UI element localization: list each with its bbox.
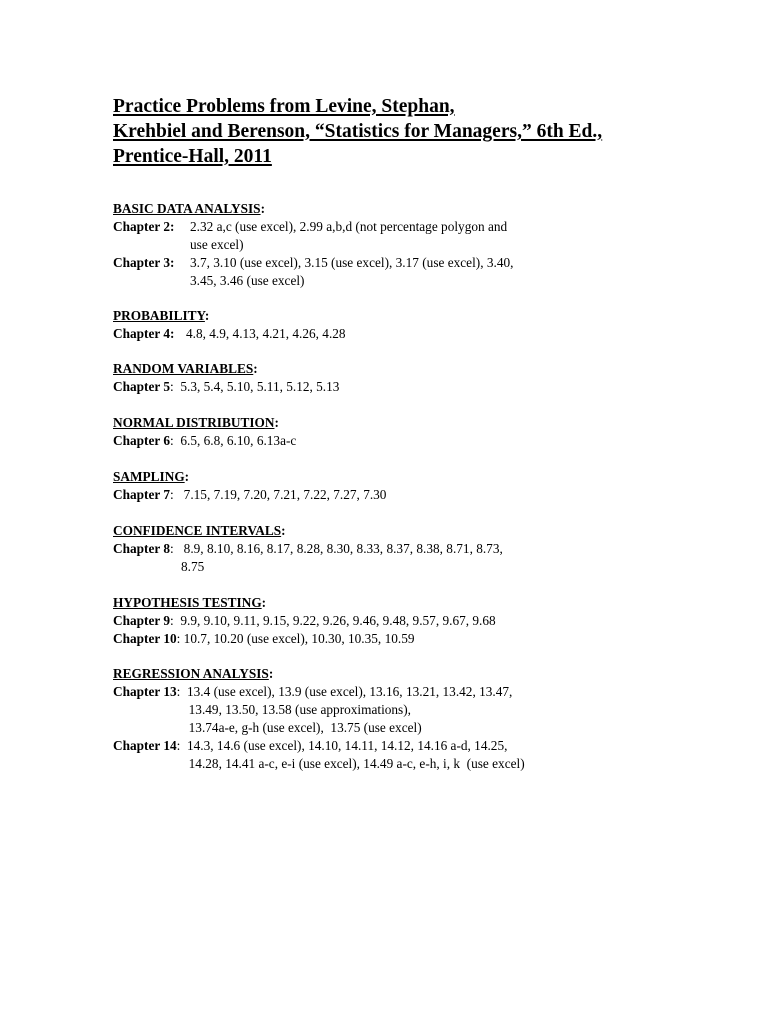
chapter-problems: : 7.15, 7.19, 7.20, 7.21, 7.22, 7.27, 7.30 xyxy=(170,487,387,502)
chapter-label: Chapter 9 xyxy=(113,613,171,628)
chapter-label: Chapter 10 xyxy=(113,631,177,646)
chapter-entry xyxy=(113,683,673,737)
title-line-2: Krehbiel and Berenson, “Statistics for Managers,” 6th Ed., xyxy=(113,121,603,142)
section-heading: RANDOM VARIABLES xyxy=(113,361,254,376)
chapter-entry xyxy=(113,432,673,450)
chapter-label: Chapter 8 xyxy=(113,541,171,556)
section-heading: REGRESSION ANALYSIS xyxy=(113,666,269,681)
chapter-problems: 2.32 a,c (use excel), 2.99 a,b,d (not percentage polygon and xyxy=(190,219,508,234)
section-confidence-intervals: CONFIDENCE INTERVALS: Chapter 8 : 8.9, 8.10, 8.16, 8.17, 8.28, 8.30, 8.33, 8.37, 8.38, 8.71, 8.73, 8.75 xyxy=(113,522,673,594)
section-heading: PROBABILITY xyxy=(113,308,205,323)
section-heading: HYPOTHESIS TESTING xyxy=(113,595,262,610)
chapter-entry xyxy=(113,630,673,648)
section-heading: BASIC DATA ANALYSIS xyxy=(113,201,261,216)
chapter-label: Chapter 4: xyxy=(113,326,175,341)
title-line-3: Prentice-Hall, 2011 xyxy=(113,146,272,167)
chapter-problems: 13.49, 13.50, 13.58 (use approximations), xyxy=(188,702,411,717)
chapter-problems: 8.75 xyxy=(181,559,205,574)
chapter-problems: : 5.3, 5.4, 5.10, 5.11, 5.12, 5.13 xyxy=(170,379,340,394)
section-heading: NORMAL DISTRIBUTION xyxy=(113,415,275,430)
chapter-entry xyxy=(113,486,673,504)
section-basic-data-analysis: BASIC DATA ANALYSIS: Chapter 2: 2.32 a,c (use excel), 2.99 a,b,d (not percentage polygon and use excel) Chapter 3: 3.7, 3.10 (use excel), 3.15 (use excel), 3.17 (use excel), 3.40, 3.45, 3.46 (use excel) xyxy=(113,200,673,307)
chapter-problems: 3.45, 3.46 (use excel) xyxy=(190,273,305,288)
chapter-problems: : 6.5, 6.8, 6.10, 6.13a-c xyxy=(170,433,297,448)
chapter-problems: 3.7, 3.10 (use excel), 3.15 (use excel), 3.17 (use excel), 3.40, xyxy=(190,255,514,270)
chapter-label: Chapter 2: xyxy=(113,219,175,234)
chapter-problems: 13.74a-e, g-h (use excel), 13.75 (use excel) xyxy=(188,720,422,735)
chapter-entry xyxy=(113,378,673,396)
document-title xyxy=(113,94,673,169)
chapter-problems: : 9.9, 9.10, 9.11, 9.15, 9.22, 9.26, 9.46, 9.48, 9.57, 9.67, 9.68 xyxy=(170,613,496,628)
chapter-entry xyxy=(113,737,673,773)
chapter-entry xyxy=(113,612,673,630)
chapter-problems: : 14.3, 14.6 (use excel), 14.10, 14.11, 14.12, 14.16 a-d, 14.25, xyxy=(176,738,508,753)
chapter-label: Chapter 7 xyxy=(113,487,171,502)
chapter-problems: use excel) xyxy=(190,237,244,252)
chapter-problems: : 13.4 (use excel), 13.9 (use excel), 13.16, 13.21, 13.42, 13.47, xyxy=(176,684,513,699)
chapter-label: Chapter 14 xyxy=(113,738,177,753)
section-heading: SAMPLING xyxy=(113,469,185,484)
section-hypothesis-testing: HYPOTHESIS TESTING: Chapter 9 : 9.9, 9.10, 9.11, 9.15, 9.22, 9.26, 9.46, 9.48, 9.57, 9.67, 9.68 Chapter 10 : 10.7, 10.20 (use excel), 10.30, 10.35, 10.59 xyxy=(113,594,673,665)
section-probability: PROBABILITY: Chapter 4: 4.8, 4.9, 4.13, 4.21, 4.26, 4.28 xyxy=(113,307,673,360)
section-sampling: SAMPLING: Chapter 7 : 7.15, 7.19, 7.20, 7.21, 7.22, 7.27, 7.30 xyxy=(113,468,673,522)
chapter-entry xyxy=(113,254,673,290)
chapter-problems: : 10.7, 10.20 (use excel), 10.30, 10.35, 10.59 xyxy=(176,631,415,646)
section-heading: CONFIDENCE INTERVALS xyxy=(113,523,282,538)
chapter-entry xyxy=(113,218,673,254)
chapter-entry xyxy=(113,540,673,576)
chapter-label: Chapter 5 xyxy=(113,379,171,394)
title-line-1: Practice Problems from Levine, Stephan, xyxy=(113,96,455,117)
chapter-problems: 4.8, 4.9, 4.13, 4.21, 4.26, 4.28 xyxy=(186,326,346,341)
section-normal-distribution: NORMAL DISTRIBUTION: Chapter 6 : 6.5, 6.8, 6.10, 6.13a-c xyxy=(113,414,673,468)
chapter-label: Chapter 3: xyxy=(113,255,175,270)
chapter-problems: : 8.9, 8.10, 8.16, 8.17, 8.28, 8.30, 8.33, 8.37, 8.38, 8.71, 8.73, xyxy=(170,541,503,556)
chapter-entry xyxy=(113,325,673,343)
chapter-label: Chapter 6 xyxy=(113,433,171,448)
document-body xyxy=(113,200,673,773)
chapter-problems: 14.28, 14.41 a-c, e-i (use excel), 14.49 a-c, e-h, i, k (use excel) xyxy=(188,756,525,771)
section-random-variables: RANDOM VARIABLES: Chapter 5 : 5.3, 5.4, 5.10, 5.11, 5.12, 5.13 xyxy=(113,360,673,414)
chapter-label: Chapter 13 xyxy=(113,684,177,699)
section-regression-analysis: REGRESSION ANALYSIS: Chapter 13 : 13.4 (use excel), 13.9 (use excel), 13.16, 13.21, 13.42, 13.47, 13.49, 13.50, 13.58 (use approximations), 13.74a-e, g-h (use excel), 13.75 (use excel) Chapter 14 : 14.3, 14.6 (use excel), 14.10, 14.11, 14.12, 14.16 a-d, 14.25, 14.28, 14.41 a-c, e-i (use excel), 14.49 a-c, e-h, i, k (use excel) xyxy=(113,665,673,773)
